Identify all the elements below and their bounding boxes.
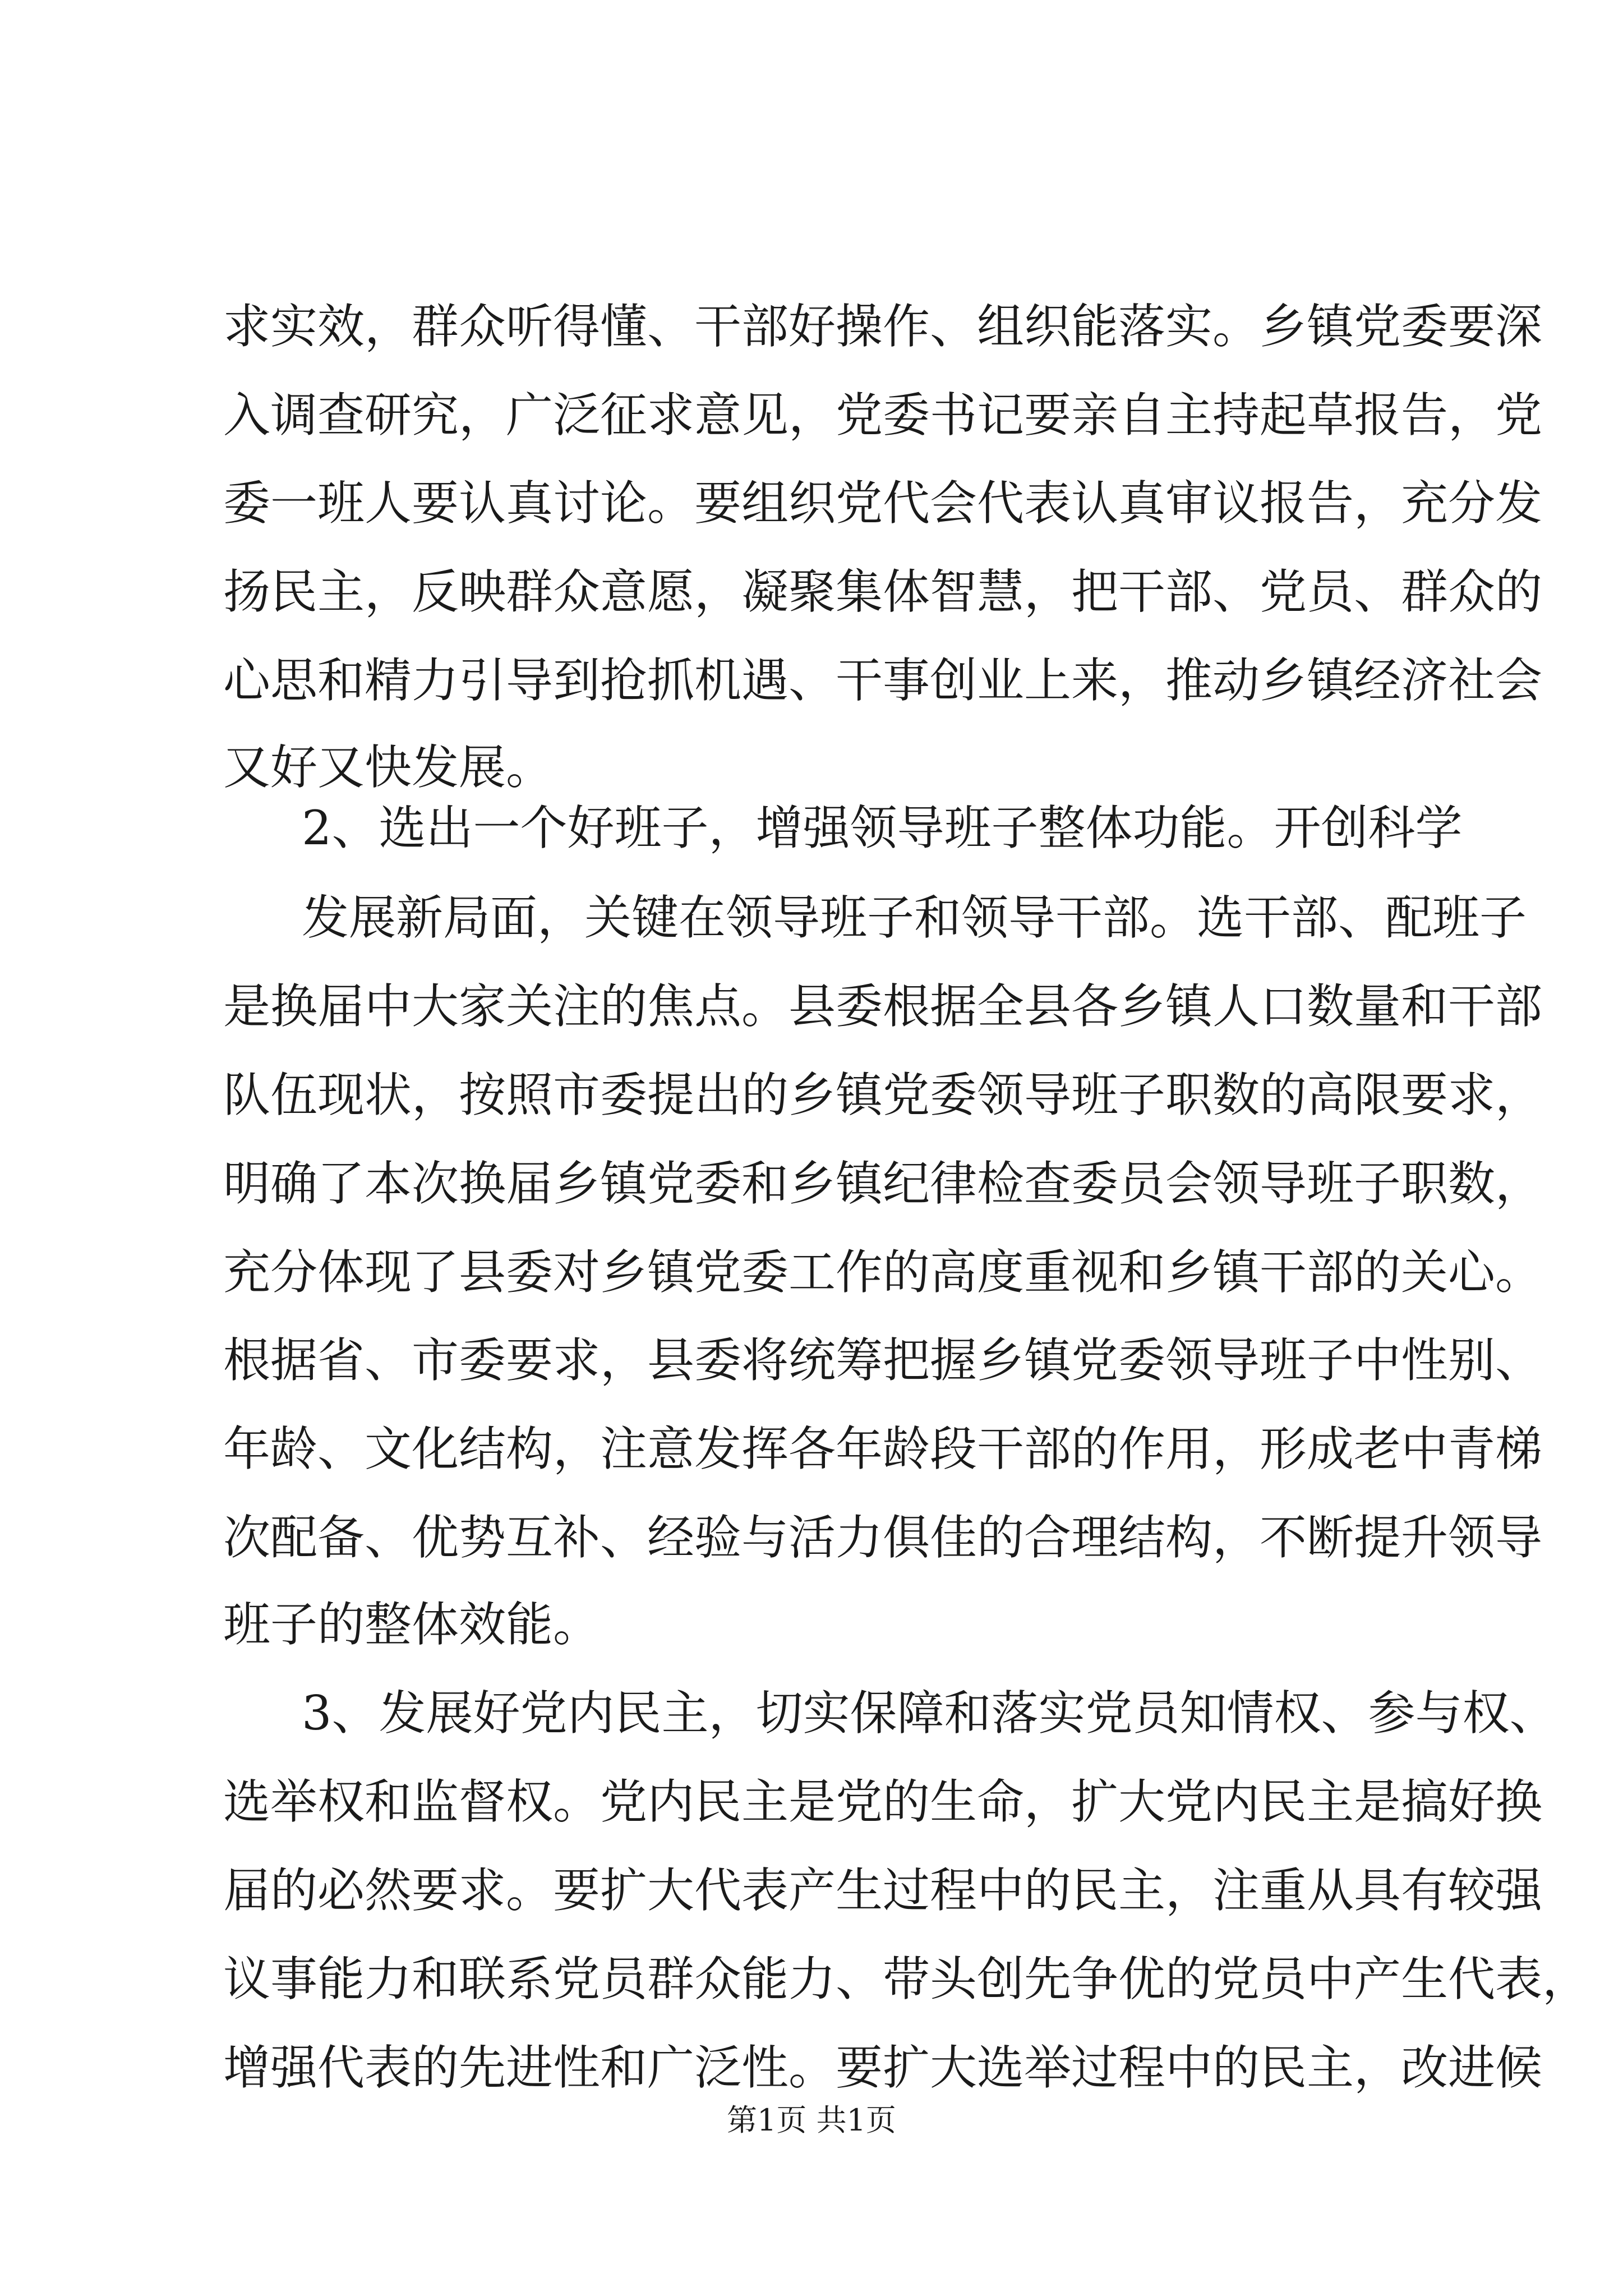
text-line: 班子的整体效能。 [223,1597,601,1652]
text-line: 届的必然要求。要扩大代表产生过程中的民主，注重从具有较强 [223,1863,1543,1918]
text-line: 是换届中大家关注的焦点。县委根据全县各乡镇人口数量和干部 [223,979,1543,1034]
text-line: 增强代表的先进性和广泛性。要扩大选举过程中的民主，改进候 [223,2040,1543,2095]
text-line: 年龄、文化结构，注意发挥各年龄段干部的作用，形成老中青梯 [223,1421,1543,1476]
text-line: 根据省、市委要求，县委将统筹把握乡镇党委领导班子中性别、 [223,1333,1543,1388]
text-line: 入调查研究，广泛征求意见，党委书记要亲自主持起草报告，党 [223,388,1543,443]
page-footer: 第1页 共1页 [727,2102,896,2138]
text-line: 队伍现状，按照市委提出的乡镇党委领导班子职数的高限要求， [223,1068,1543,1122]
text-line: 求实效，群众听得懂、干部好操作、组织能落实。乡镇党委要深 [223,299,1543,354]
text-line: 心思和精力引导到抢抓机遇、干事创业上来，推动乡镇经济社会 [223,653,1543,708]
text-line: 3、发展好党内民主，切实保障和落实党员知情权、参与权、 [302,1686,1557,1741]
text-line: 又好又快发展。 [223,740,554,795]
text-line: 委一班人要认真讨论。要组织党代会代表认真审议报告，充分发 [223,476,1543,531]
text-line: 发展新局面，关键在领导班子和领导干部。选干部、配班子 [302,890,1527,945]
text-line: 充分体现了县委对乡镇党委工作的高度重视和乡镇干部的关心。 [223,1245,1543,1300]
text-line: 议事能力和联系党员群众能力、带头创先争优的党员中产生代表， [223,1952,1590,2007]
text-line: 明确了本次换届乡镇党委和乡镇纪律检查委员会领导班子职数， [223,1156,1543,1211]
text-line: 2、选出一个好班子，增强领导班子整体功能。开创科学 [302,800,1463,855]
text-line: 次配备、优势互补、经验与活力俱佳的合理结构，不断提升领导 [223,1510,1543,1565]
text-line: 扬民主，反映群众意愿，凝聚集体智慧，把干部、党员、群众的 [223,564,1543,619]
text-line: 选举权和监督权。党内民主是党的生命，扩大党内民主是搞好换 [223,1774,1543,1829]
